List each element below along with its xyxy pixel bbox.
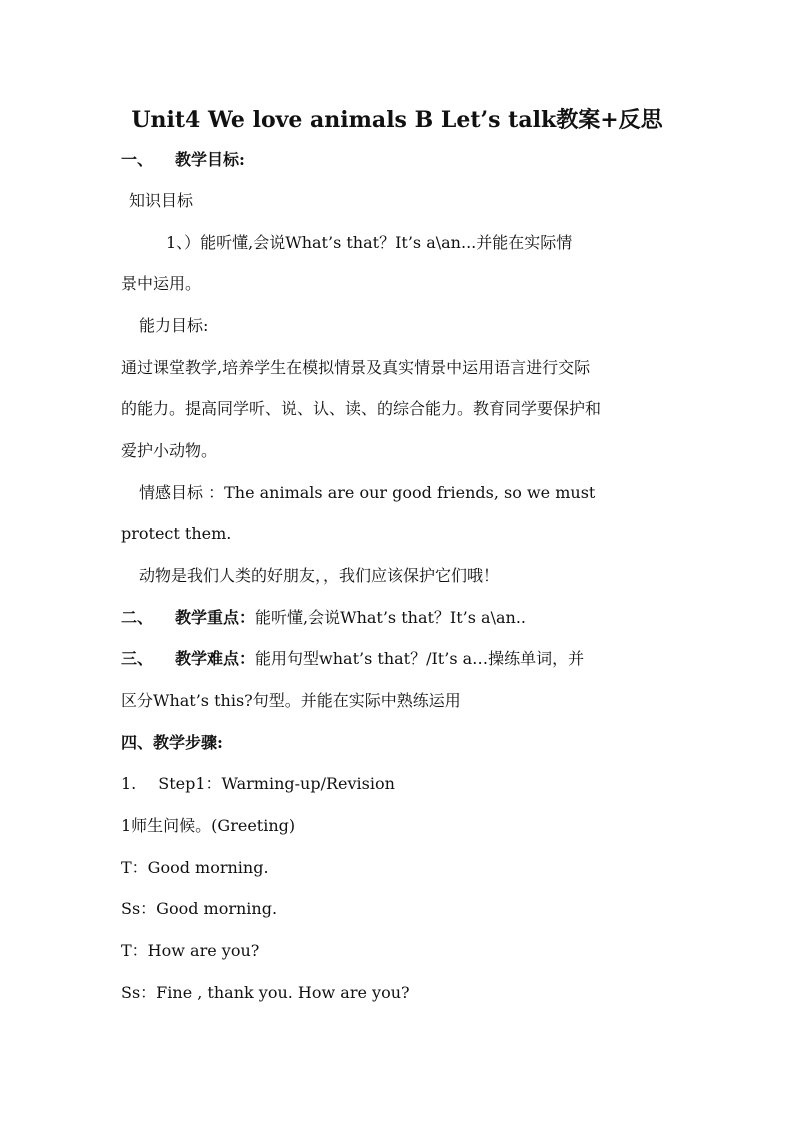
ability-line2: 的能力。提高同学听、说、认、读、的综合能力。教育同学要保护和 [121, 399, 602, 418]
ability-label: 能力目标: [139, 316, 209, 335]
difficulties-number: 三、 [121, 649, 154, 668]
knowledge-label: 知识目标 [129, 191, 194, 210]
objectives-heading-line [121, 150, 245, 170]
dialogue-line: T：Good morning. [121, 858, 269, 877]
difficulties-text-1: 能用句型what’s that？/It’s a…操练单词，并 [255, 649, 585, 668]
knowledge-item1-line2: 景中运用。 [121, 274, 202, 293]
difficulties-line1 [121, 649, 584, 669]
greeting-line: 1师生问候。(Greeting) [121, 816, 296, 835]
objectives-heading: 教学目标: [175, 150, 245, 169]
dialogue-line: Ss：Fine , thank you. How are you? [121, 983, 410, 1002]
knowledge-item1-line1: 1、）能听懂,会说What’s that？It’s a\an...并能在实际情 [166, 233, 573, 252]
step1-text: Step1：Warming-up/Revision [158, 774, 395, 793]
ability-line3: 爱护小动物。 [121, 441, 218, 460]
step1-number: 1. [121, 774, 137, 793]
key-points-heading: 教学重点： [175, 608, 256, 627]
emotion-line2: protect them. [121, 524, 232, 543]
key-points-number: 二、 [121, 608, 154, 627]
emotion-line3: 动物是我们人类的好朋友，，我们应该保护它们哦！ [139, 566, 500, 585]
step1-line [121, 774, 395, 794]
document-title: Unit4 We love animals B Let’s talk教案+反思 [131, 107, 663, 133]
difficulties-heading: 教学难点： [175, 649, 256, 668]
ability-line1: 通过课堂教学,培养学生在模拟情景及真实情景中运用语言进行交际 [121, 358, 591, 377]
key-points-text: 能听懂,会说What’s that？It’s a\an.. [255, 608, 527, 627]
dialogue-line: T：How are you? [121, 941, 260, 960]
dialogue-line: Ss：Good morning. [121, 899, 278, 918]
emotion-text-1: The animals are our good friends, so we must [224, 483, 596, 502]
key-points-line [121, 608, 526, 628]
emotion-line1 [139, 483, 595, 503]
steps-heading: 四、教学步骤: [121, 733, 223, 752]
difficulties-line2: 区分What’s this?句型。并能在实际中熟练运用 [121, 691, 461, 710]
objectives-number: 一、 [121, 150, 154, 169]
emotion-label: 情感目标 ： [139, 483, 225, 502]
